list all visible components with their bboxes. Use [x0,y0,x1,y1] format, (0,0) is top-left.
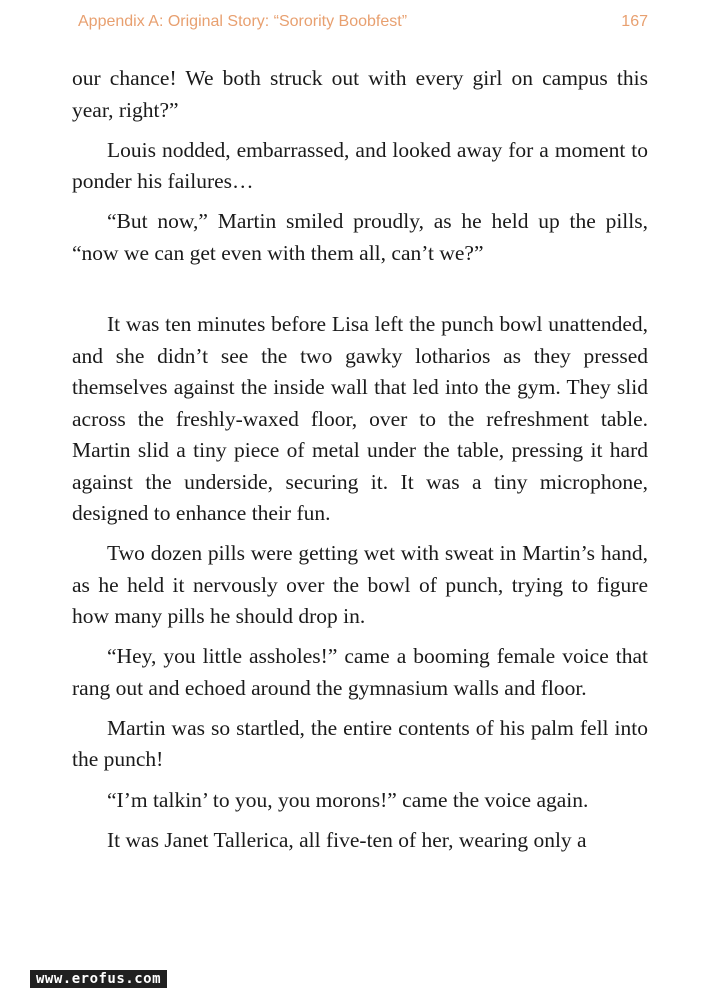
paragraph-7: Martin was so startled, the entire contents of his palm fell into the punch! [72,715,648,772]
paragraph-8: “I’m talkin’ to you, you morons!” came the voice again. [107,787,589,812]
watermark: www.erofus.com [30,970,167,988]
page-number: 167 [621,13,648,30]
paragraph-3: “But now,” Martin smiled proudly, as he held up the pills, “now we can get even with them all, can’t we?” [72,209,648,265]
paragraph-1: our chance! We both struck out with every girl on campus this year, right?” [72,66,648,122]
running-head-title: Appendix A: Original Story: “Sorority Boobfest” [78,13,408,30]
paragraph-4: It was ten minutes before Lisa left the punch bowl unattended, and she didn’t see the two gawky lotharios as they pressed themselves against the inside wall that led into the gym. They slid across the freshly-waxed floor, over to the refreshment table. Martin slid a tiny piece of metal under the table, pressing it hard against the underside, securing it. It was a tiny microphone, designed to enhance their fun. [72,312,648,526]
paragraph-2: Louis nodded, embarrassed, and looked away for a moment to ponder his failures… [72,137,648,194]
paragraph-5: Two dozen pills were getting wet with sweat in Martin’s hand, as he held it nervously over the bowl of punch, trying to figure how many pills he should drop in. [72,541,648,629]
paragraph-9: It was Janet Tallerica, all five-ten of her, wearing only a [107,827,587,852]
body-text [72,63,648,856]
running-head [78,13,648,37]
paragraph-6: “Hey, you little assholes!” came a booming female voice that rang out and echoed around the gymnasium walls and floor. [72,644,648,700]
